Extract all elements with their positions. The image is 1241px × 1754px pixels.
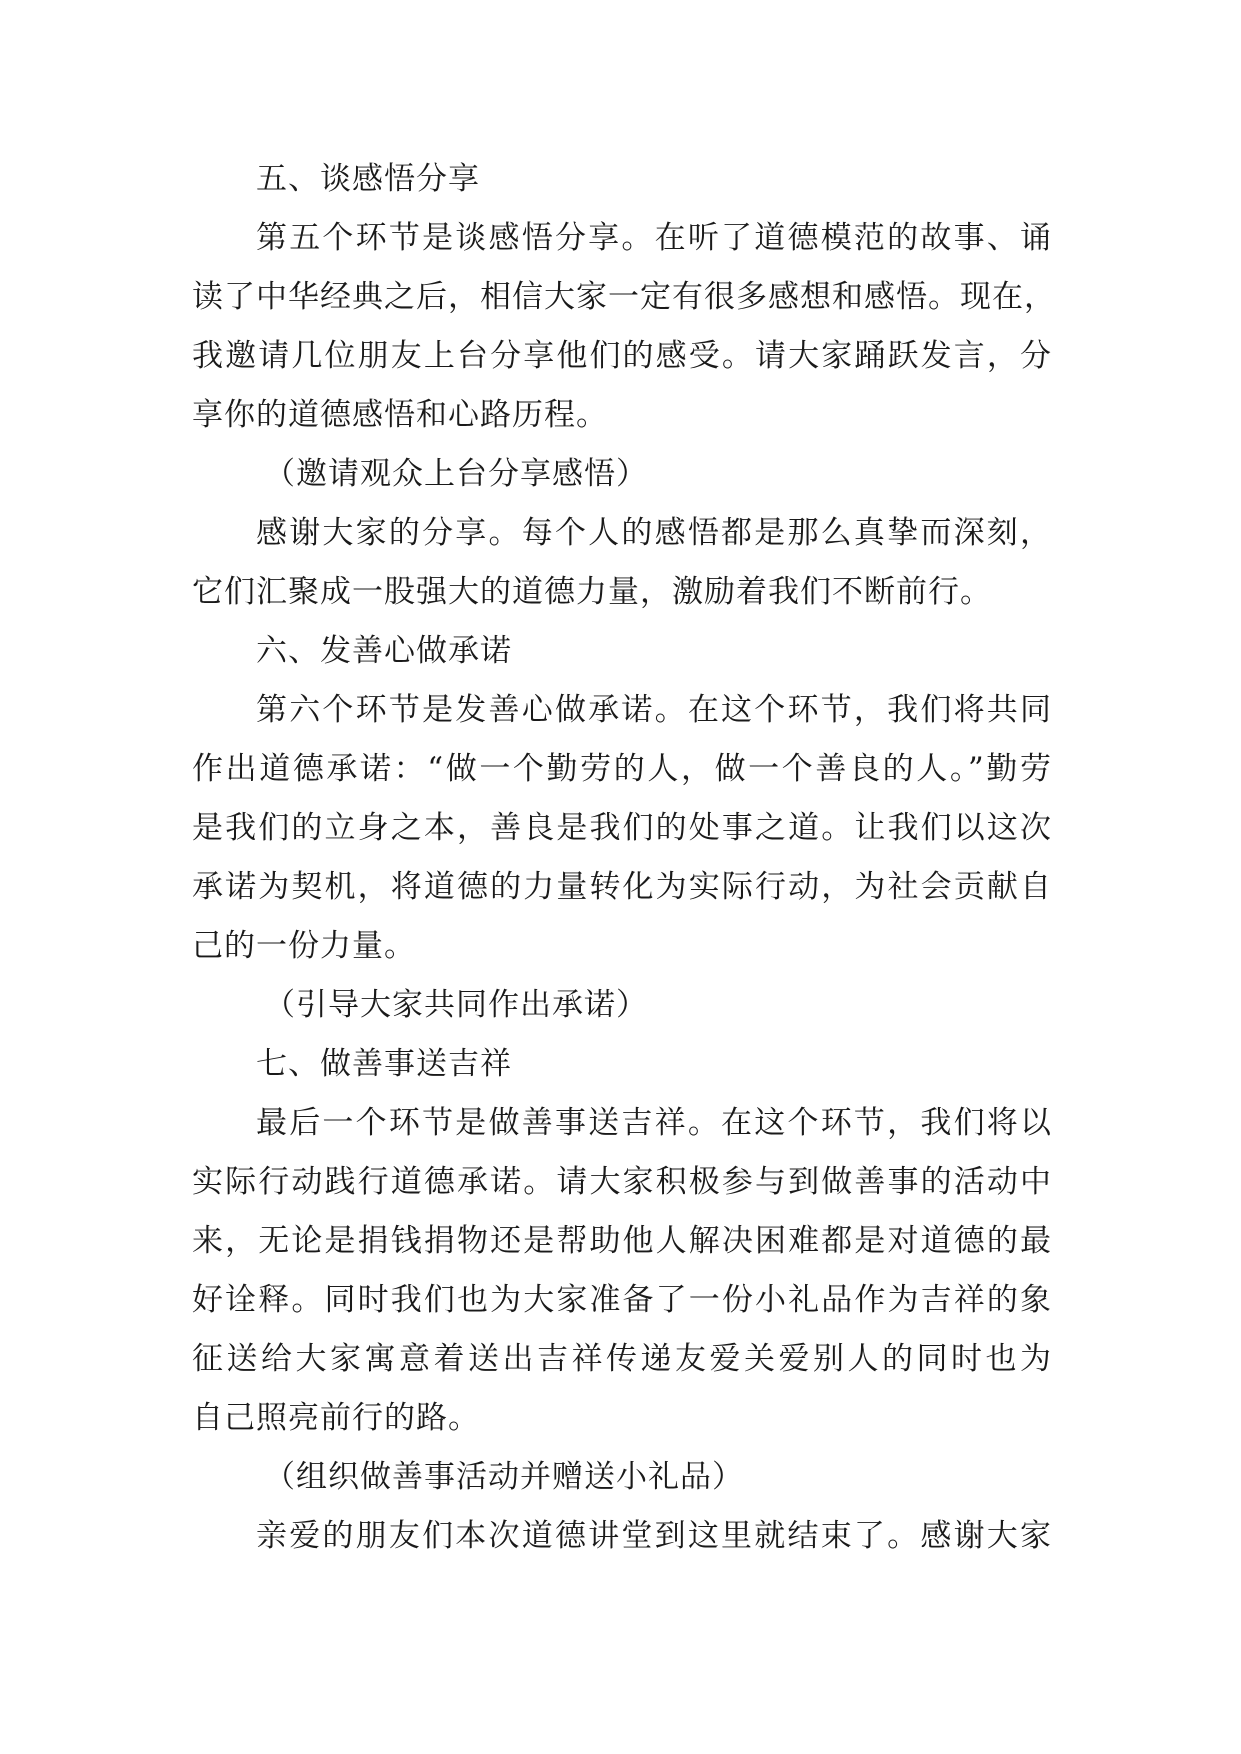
paragraph-line: 自己照亮前行的路。 bbox=[192, 1400, 480, 1436]
paragraph-line: 我邀请几位朋友上台分享他们的感受。请大家踊跃发言，分 bbox=[192, 338, 1052, 374]
paragraph-line: 实际行动践行道德承诺。请大家积极参与到做善事的活动中 bbox=[192, 1164, 1052, 1200]
paragraph-line: 作出道德承诺：“做一个勤劳的人，做一个善良的人。”勤劳 bbox=[192, 751, 1052, 787]
paragraph-line: 第五个环节是谈感悟分享。在听了道德模范的故事、诵 bbox=[256, 220, 1052, 256]
paragraph-line: 亲爱的朋友们本次道德讲堂到这里就结束了。感谢大家 bbox=[256, 1518, 1052, 1554]
paragraph-line: 来，无论是捐钱捐物还是帮助他人解决困难都是对道德的最 bbox=[192, 1223, 1052, 1259]
document-body bbox=[192, 150, 1056, 1566]
paragraph-line: 征送给大家寓意着送出吉祥传递友爱关爱别人的同时也为 bbox=[192, 1341, 1052, 1377]
section-heading-7: 七、做善事送吉祥 bbox=[256, 1046, 512, 1082]
stage-direction: （邀请观众上台分享感悟） bbox=[264, 456, 648, 492]
paragraph-line: 读了中华经典之后，相信大家一定有很多感想和感悟。现在， bbox=[192, 279, 1056, 315]
paragraph-line: 是我们的立身之本，善良是我们的处事之道。让我们以这次 bbox=[192, 810, 1052, 846]
paragraph-line: 承诺为契机，将道德的力量转化为实际行动，为社会贡献自 bbox=[192, 869, 1052, 905]
paragraph-line: 享你的道德感悟和心路历程。 bbox=[192, 397, 608, 433]
section-heading-6: 六、发善心做承诺 bbox=[256, 633, 512, 669]
paragraph-line: 好诠释。同时我们也为大家准备了一份小礼品作为吉祥的象 bbox=[192, 1282, 1052, 1318]
section-heading-5: 五、谈感悟分享 bbox=[256, 161, 480, 197]
paragraph-line: 己的一份力量。 bbox=[192, 928, 416, 964]
paragraph-line: 第六个环节是发善心做承诺。在这个环节，我们将共同 bbox=[256, 692, 1052, 728]
paragraph-line: 最后一个环节是做善事送吉祥。在这个环节，我们将以 bbox=[256, 1105, 1052, 1141]
paragraph-line: 感谢大家的分享。每个人的感悟都是那么真挚而深刻， bbox=[256, 515, 1052, 551]
stage-direction: （引导大家共同作出承诺） bbox=[264, 987, 648, 1023]
paragraph-line: 它们汇聚成一股强大的道德力量，激励着我们不断前行。 bbox=[192, 574, 992, 610]
stage-direction: （组织做善事活动并赠送小礼品） bbox=[264, 1459, 744, 1495]
